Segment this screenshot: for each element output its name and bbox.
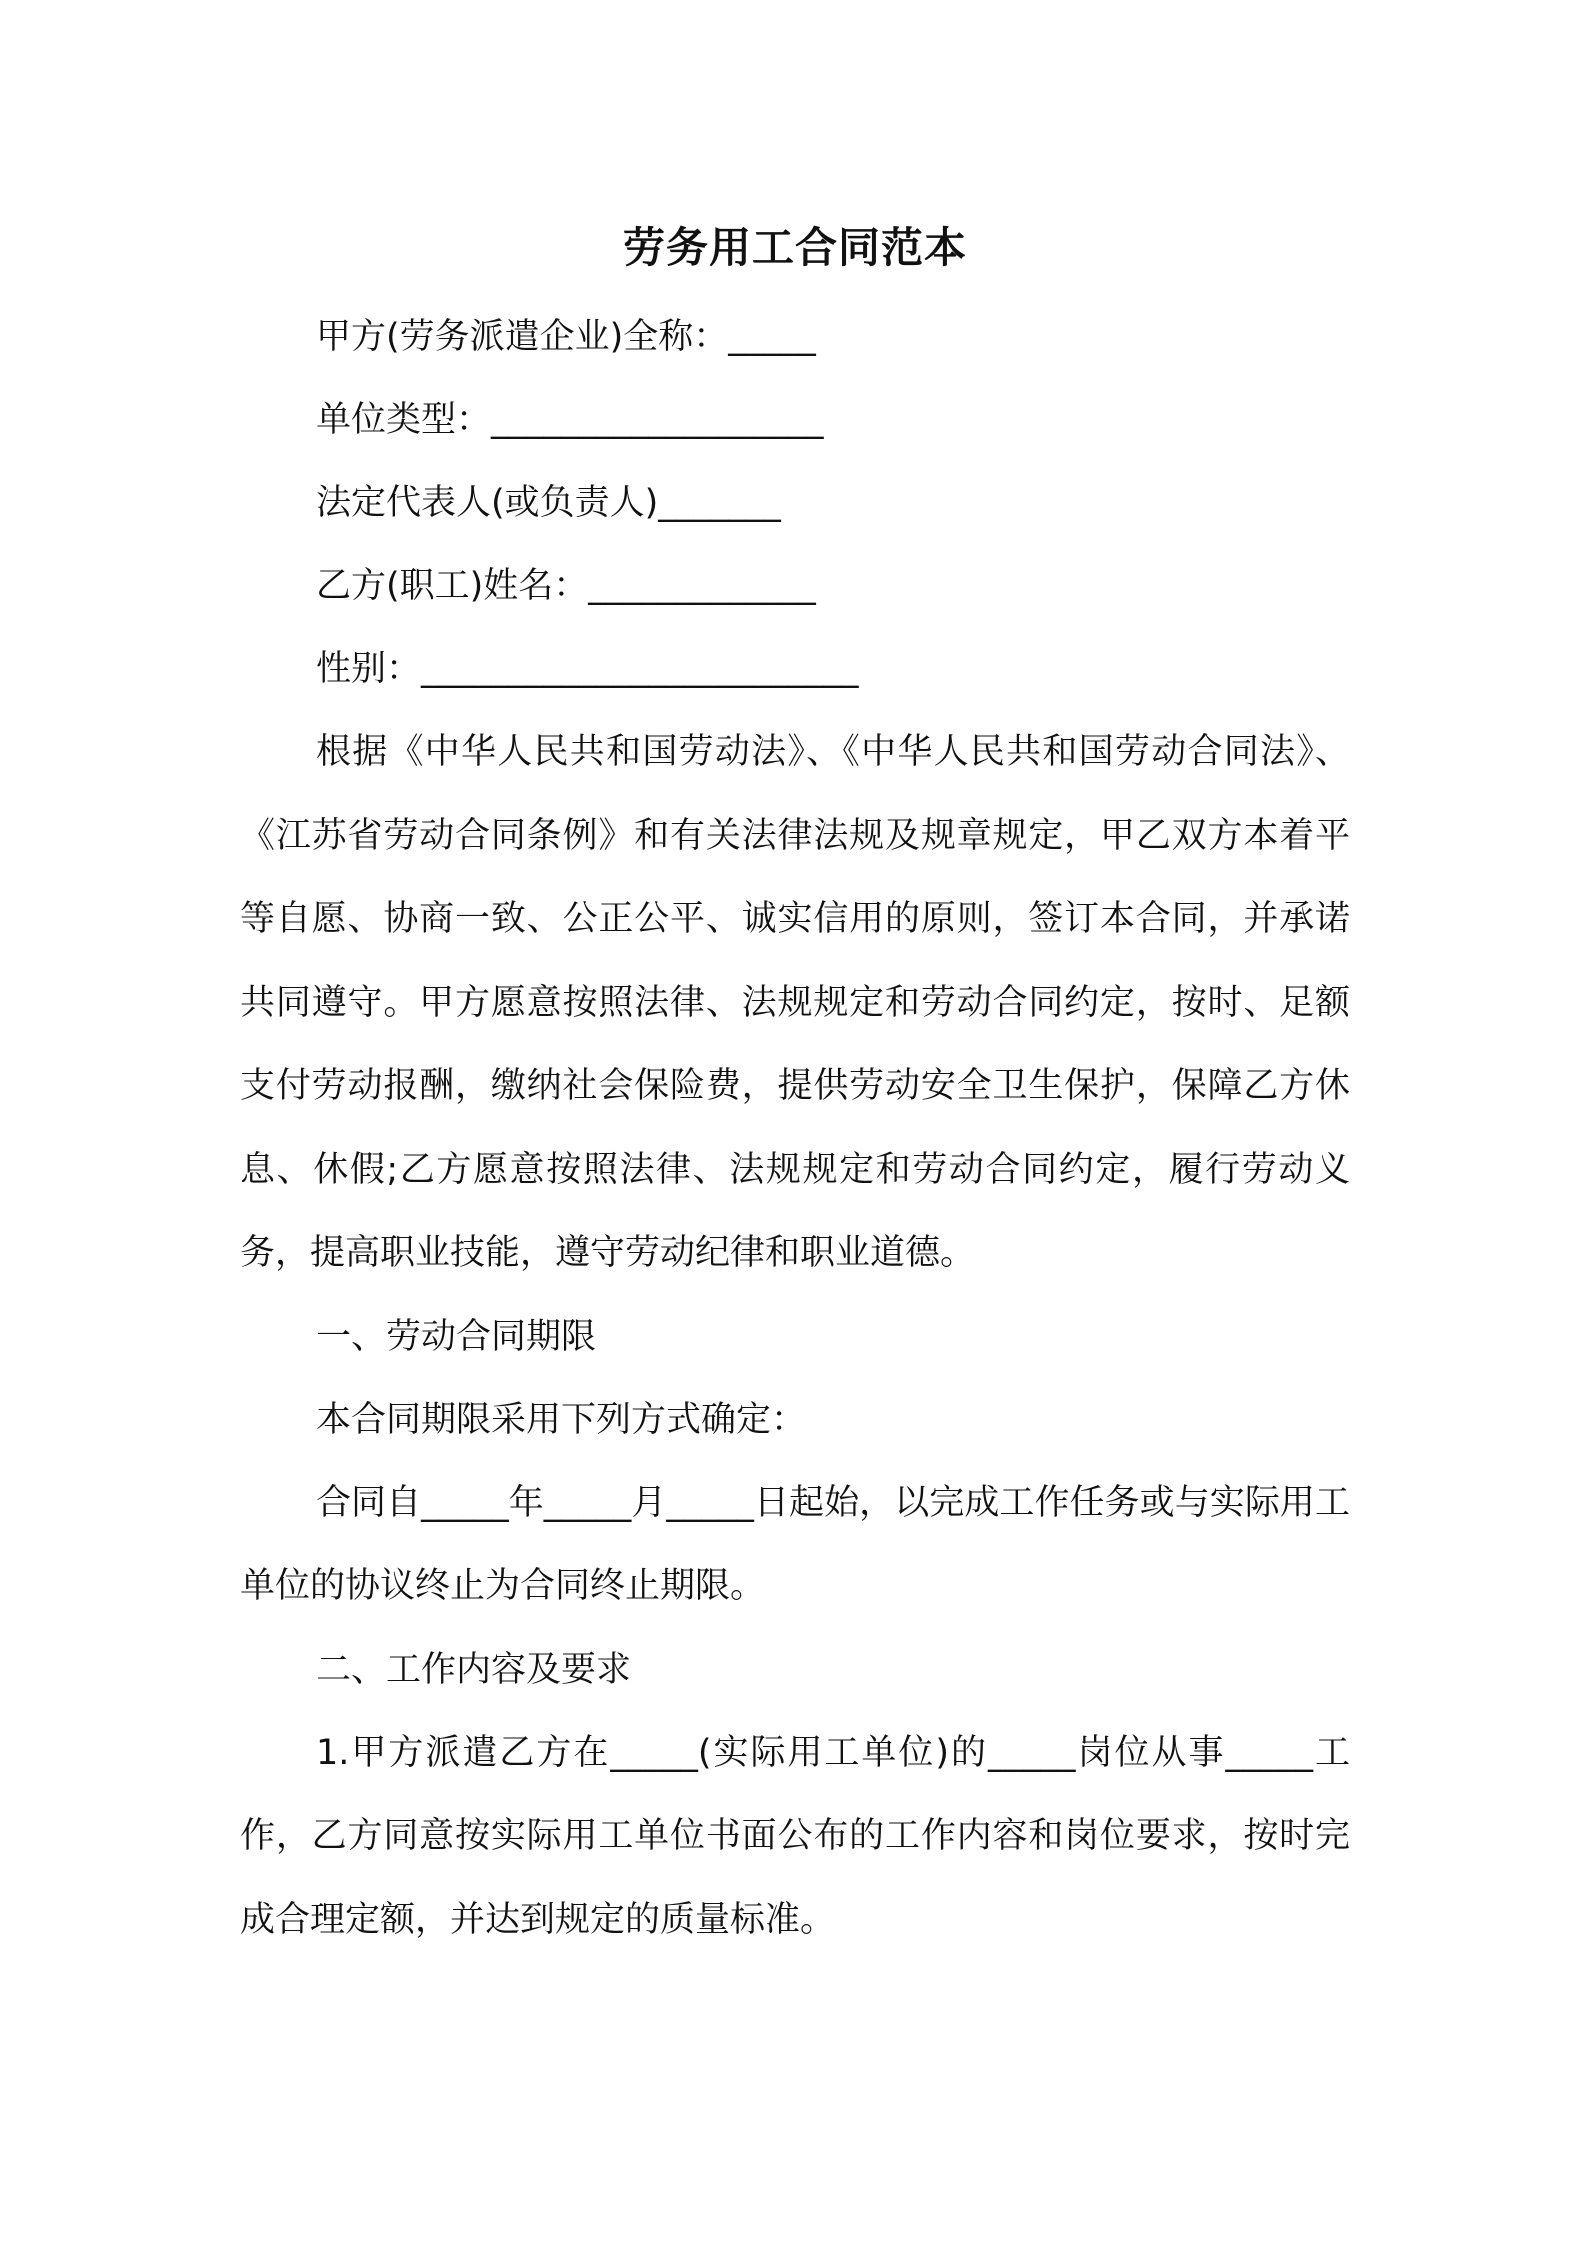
field-gender: 性别：_________________________ [316, 649, 859, 689]
preamble-paragraph: 根据《中华人民共和国劳动法》、《中华人民共和国劳动合同法》、《江苏省劳动合同条例》和有关法律法规及规章规定，甲乙双方本着平等自愿、协商一致、公正公平、诚实信用的原则，签订本合同，并承诺共同遵守。甲方愿意按照法律、法规规定和劳动合同约定，按时、足额支付劳动报酬，缴纳社会保险费，提供劳动安全卫生保护，保障乙方休息、休假;乙方愿意按照法律、法规规定和劳动合同约定，履行劳动义务，提高职业技能，遵守劳动纪律和职业道德。 [240, 732, 1350, 1273]
section-1-body: 合同自_____年_____月_____日起始，以完成工作任务或与实际用工单位的协议终止为合同终止期限。 [240, 1482, 1350, 1606]
field-party-a-name: 甲方(劳务派遣企业)全称：_____ [316, 317, 816, 357]
section-1-heading: 一、劳动合同期限 [316, 1316, 597, 1357]
section-2-heading: 二、工作内容及要求 [316, 1649, 632, 1690]
section-1-intro: 本合同期限采用下列方式确定： [316, 1399, 807, 1440]
section-2-item-1: 1.甲方派遣乙方在_____(实际用工单位)的_____岗位从事_____工作，乙方同意按实际用工单位书面公布的工作内容和岗位要求，按时完成合理定额，并达到规定的质量标准。 [240, 1732, 1350, 1940]
document-title: 劳务用工合同范本 [622, 223, 967, 272]
field-legal-representative: 法定代表人(或负责人)_______ [316, 483, 781, 523]
field-unit-type: 单位类型：___________________ [316, 400, 824, 440]
field-party-b-name: 乙方(职工)姓名：_____________ [316, 566, 816, 606]
document-body [240, 206, 1350, 1962]
